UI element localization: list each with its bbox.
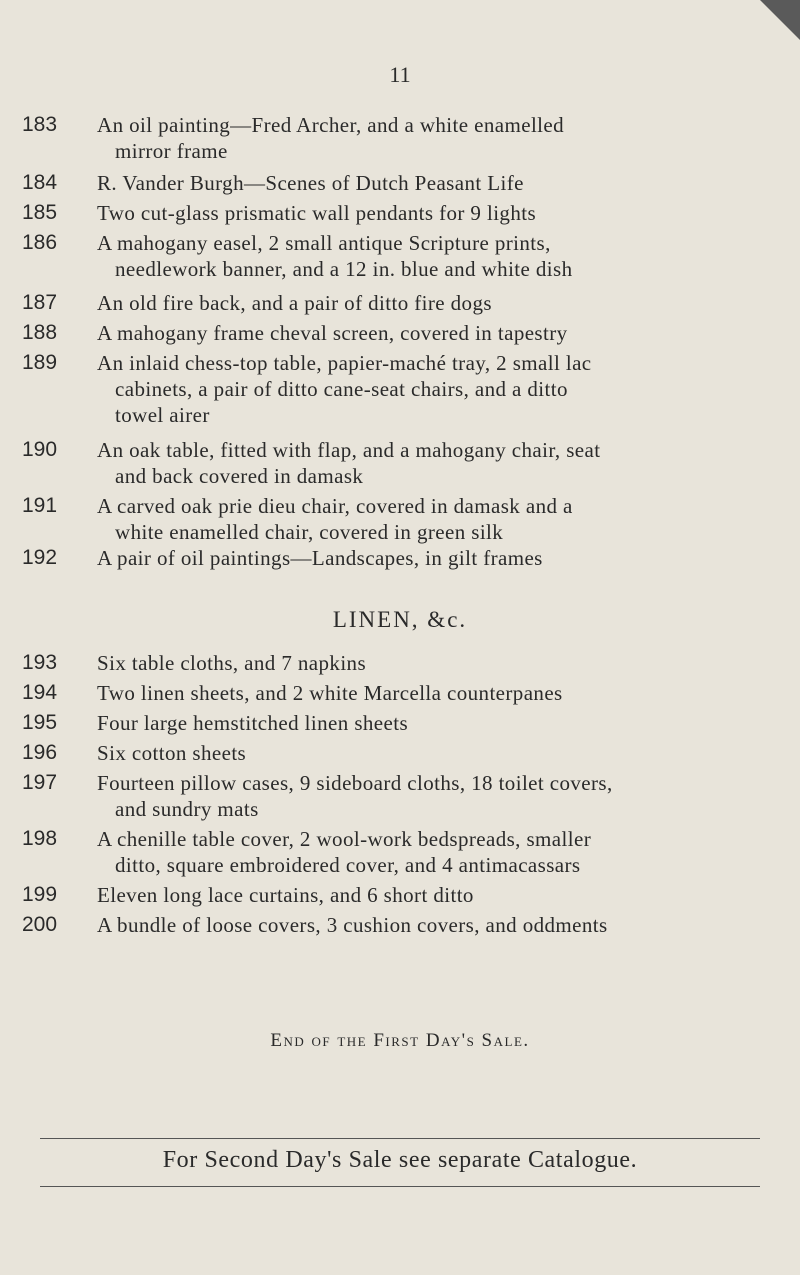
lot-number: 191 [22, 494, 58, 517]
lot-description: An inlaid chess-top table, papier-maché tray, 2 small lac cabinets, a pair of ditto cane-seat chairs, and a ditto towel airer [97, 351, 592, 427]
footer-rule-bottom [40, 1186, 760, 1187]
lot-description: Two cut-glass prismatic wall pendants for 9 lights [97, 201, 537, 225]
lot-description: An old fire back, and a pair of ditto fire dogs [97, 291, 492, 315]
lot-number: 186 [22, 231, 58, 254]
lot-description: A carved oak prie dieu chair, covered in damask and a white enamelled chair, covered in green silk [97, 494, 573, 544]
lot-number: 193 [22, 651, 58, 674]
lot-number: 188 [22, 321, 58, 344]
lot-number: 194 [22, 681, 58, 704]
lot-number: 197 [22, 771, 58, 794]
lot-number: 183 [22, 113, 58, 136]
lot-description: A bundle of loose covers, 3 cushion covers, and oddments [97, 913, 608, 937]
lot-description: Eleven long lace curtains, and 6 short ditto [97, 883, 474, 907]
lot-description: A chenille table cover, 2 wool-work bedspreads, smaller ditto, square embroidered cover, and 4 antimacassars [97, 827, 592, 877]
lot-number: 189 [22, 351, 58, 374]
lot-number: 199 [22, 883, 58, 906]
lot-description: R. Vander Burgh—Scenes of Dutch Peasant Life [97, 171, 524, 195]
lot-number: 184 [22, 171, 58, 194]
lot-description: Four large hemstitched linen sheets [97, 711, 409, 735]
page-number: 11 [389, 62, 411, 87]
lot-description: Two linen sheets, and 2 white Marcella counterpanes [97, 681, 563, 705]
end-of-sale-notice: End of the First Day's Sale. [270, 1030, 530, 1051]
lot-number: 190 [22, 438, 58, 461]
lot-description: Six table cloths, and 7 napkins [97, 651, 367, 675]
page-corner-fold [760, 0, 800, 40]
section-heading: LINEN, &c. [332, 607, 468, 632]
lot-number: 187 [22, 291, 58, 314]
lot-description: An oak table, fitted with flap, and a mahogany chair, seat and back covered in damask [97, 438, 601, 488]
lot-description: An oil painting—Fred Archer, and a white enamelled mirror frame [97, 113, 565, 163]
lot-number: 198 [22, 827, 58, 850]
lot-description: Six cotton sheets [97, 741, 247, 765]
lot-description: A mahogany frame cheval screen, covered in tapestry [97, 321, 568, 345]
lot-description: A pair of oil paintings—Landscapes, in gilt frames [97, 546, 543, 570]
footer-note: For Second Day's Sale see separate Catalogue. [162, 1147, 638, 1173]
footer-rule-top [40, 1138, 760, 1139]
lot-number: 196 [22, 741, 58, 764]
lot-description: A mahogany easel, 2 small antique Scripture prints, needlework banner, and a 12 in. blue and white dish [97, 231, 573, 281]
lot-description: Fourteen pillow cases, 9 sideboard cloths, 18 toilet covers, and sundry mats [97, 771, 613, 821]
lot-number: 185 [22, 201, 58, 224]
lot-number: 195 [22, 711, 58, 734]
lot-number: 192 [22, 546, 58, 569]
lot-number: 200 [22, 913, 58, 936]
